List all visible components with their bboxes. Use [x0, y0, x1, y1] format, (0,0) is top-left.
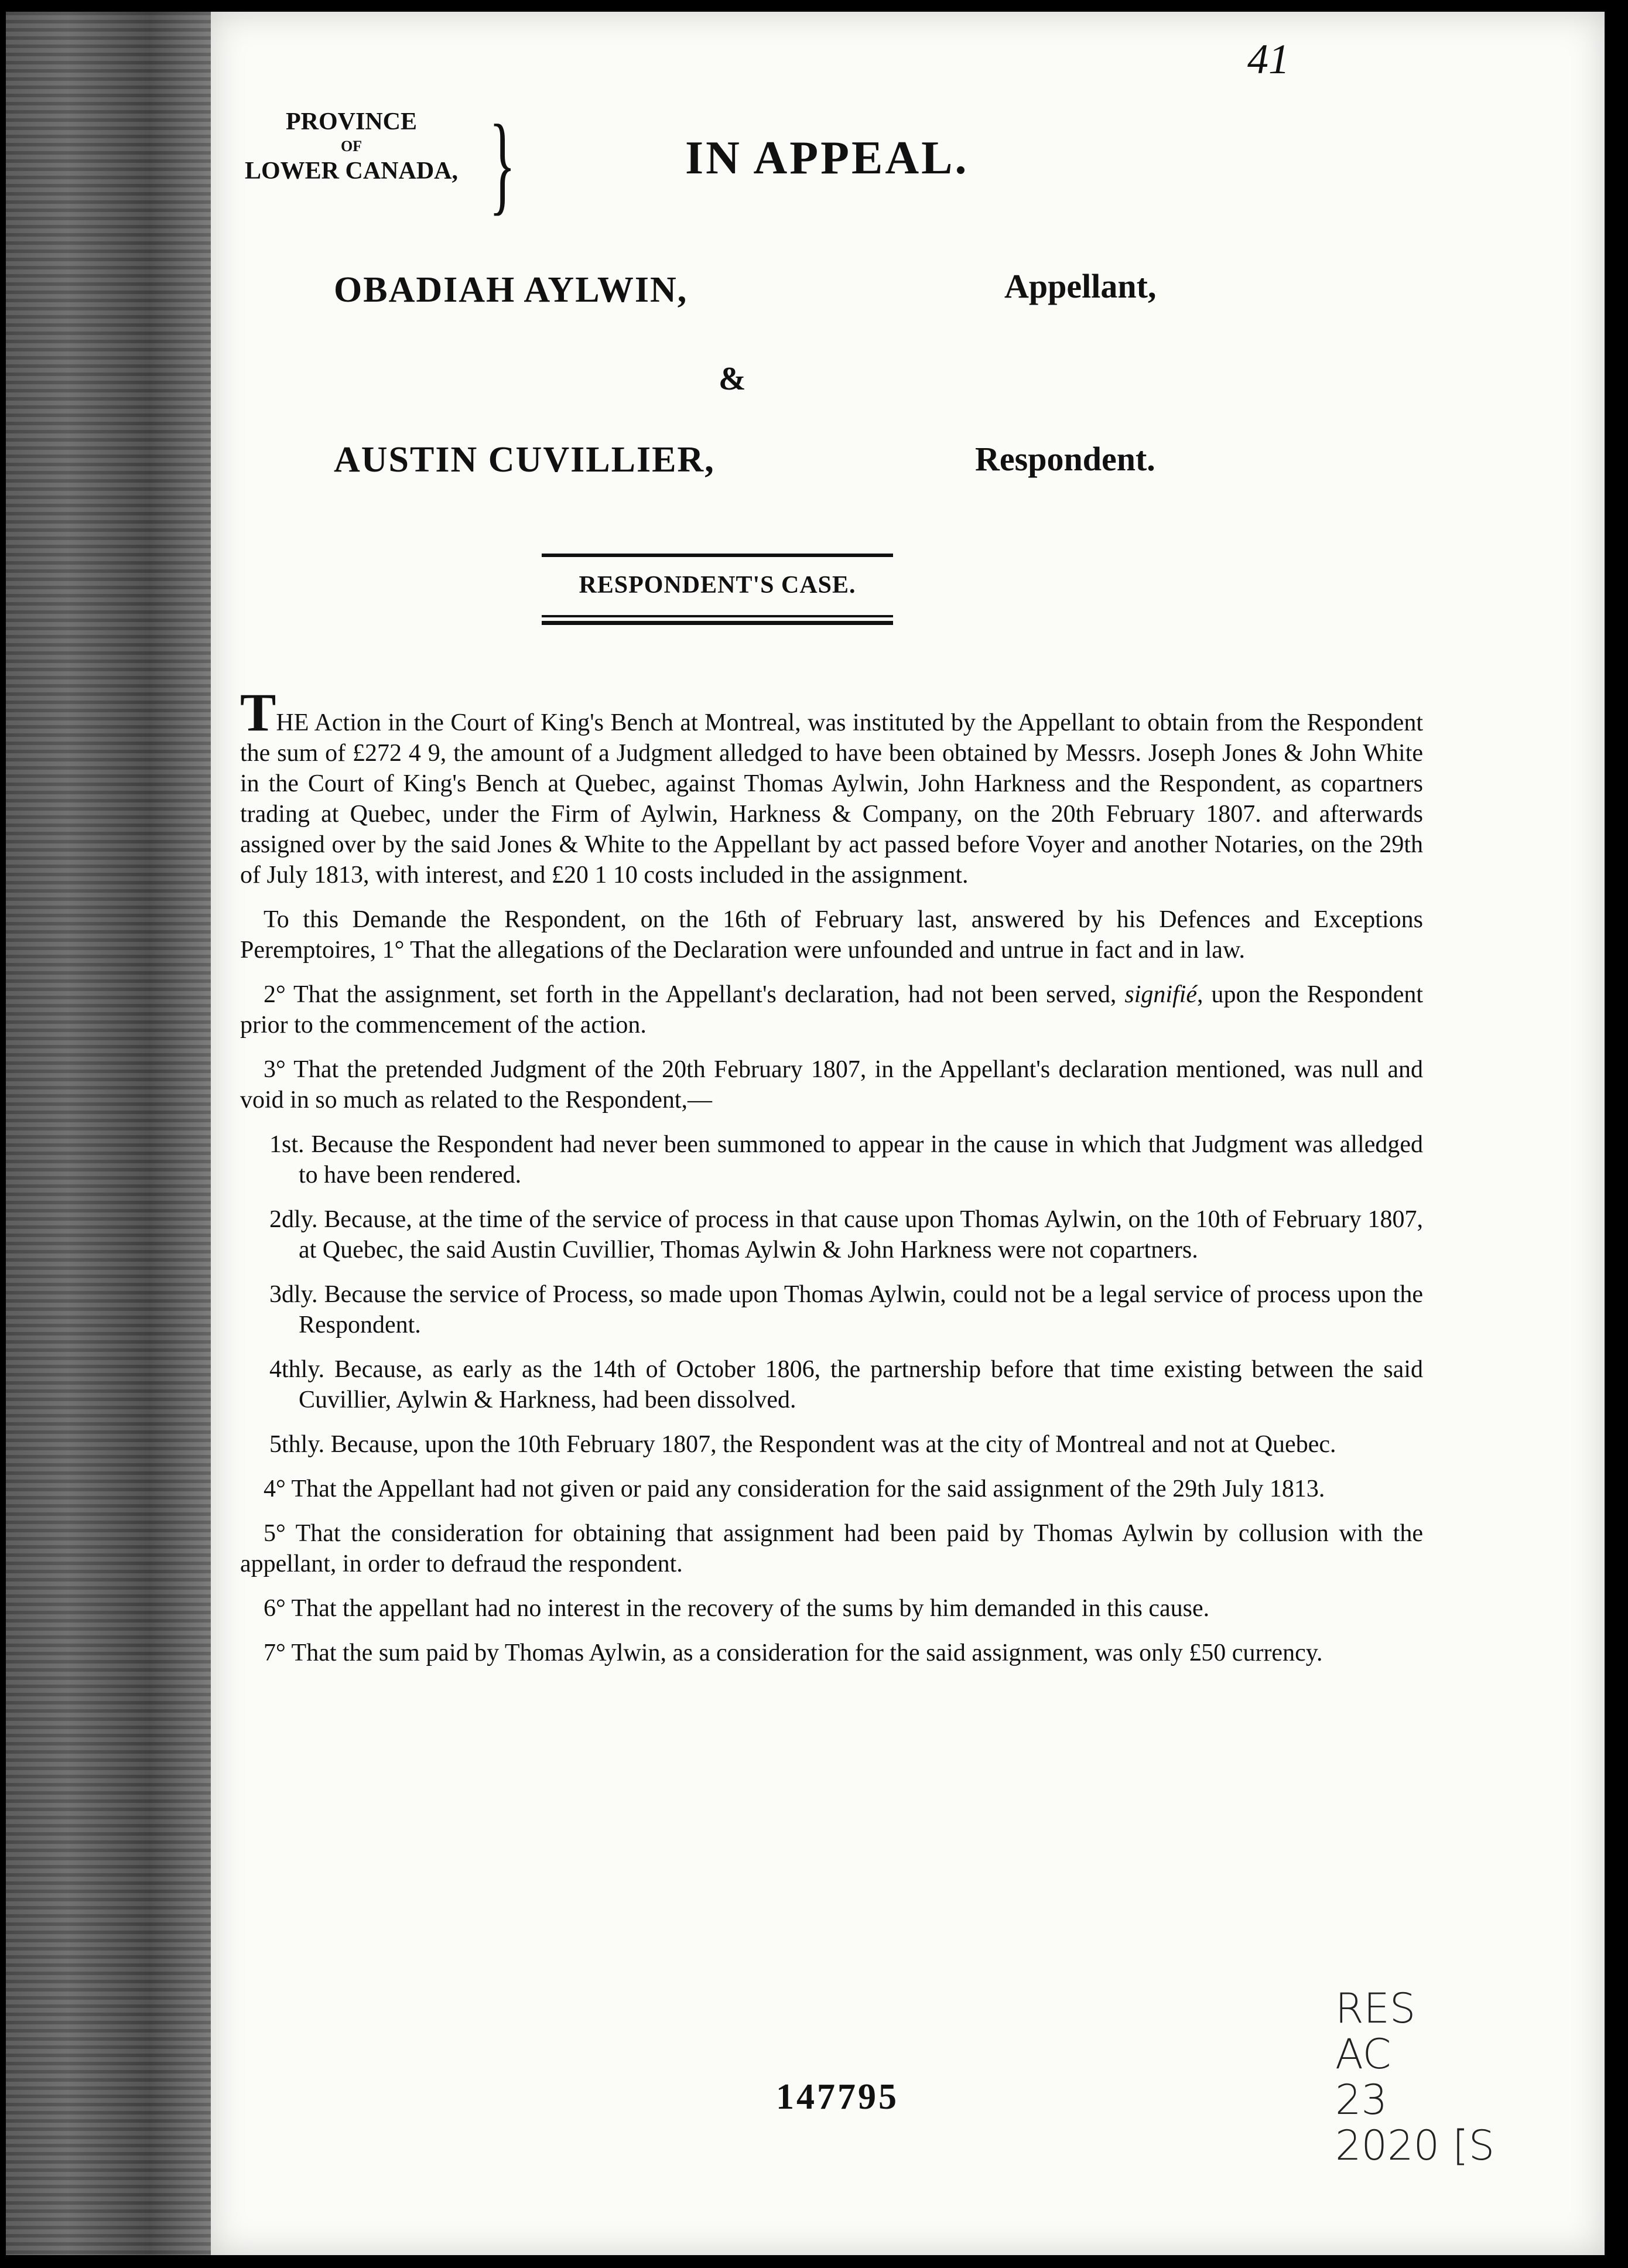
of-label: OF — [340, 138, 362, 155]
stamp-number: 147795 — [776, 2077, 899, 2117]
appellant-role: Appellant, — [1004, 267, 1157, 305]
paragraph-assignment — [240, 979, 1423, 1040]
paragraph-judgment: 3° That the pretended Judgment of the 20th February 1807, in the Appellant's declaration mentioned, was null and void in so much as related to the Respondent,— — [240, 1056, 1423, 1113]
handwritten-line: 2020 [S — [1335, 2122, 1495, 2170]
handwritten-line: 23 — [1335, 2076, 1388, 2124]
appellant-name: OBADIAH AYLWIN, — [334, 270, 688, 310]
paragraph-interest: 6° That the appellant had no interest in the recovery of the sums by him demanded in this cause. — [264, 1595, 1210, 1622]
document-body — [240, 682, 1424, 1682]
document-title: IN APPEAL. — [685, 132, 969, 184]
handwritten-line: AC — [1335, 2030, 1391, 2078]
brace-glyph: } — [489, 103, 516, 226]
reasons-list — [240, 1129, 1423, 1460]
province-heading — [223, 105, 480, 187]
paragraph-action — [240, 682, 1423, 890]
paragraph-demande: To this Demande the Respondent, on the 16th of February last, answered by his Defences and Exceptions Peremptoires, 1° That the allegations of the Declaration were unfounded and untrue in fact and in law. — [240, 906, 1423, 964]
title-rule-bottom-thin — [542, 615, 893, 617]
list-item: 1st. Because the Respondent had never been summoned to appear in the cause in which that Judgment was alledged to have been rendered. — [269, 1131, 1423, 1188]
handwritten-notes — [1335, 1986, 1511, 2168]
respondent-role: Respondent. — [975, 440, 1155, 478]
paragraph-sum-paid: 7° That the sum paid by Thomas Aylwin, as a consideration for the said assignment, was only £50 currency. — [264, 1639, 1323, 1666]
case-title: RESPONDENT'S CASE. — [579, 572, 856, 599]
paragraph-assignment-b: , upon the Respondent prior to the commencement of the action. — [240, 981, 1424, 1039]
handwritten-line: RES — [1335, 1984, 1416, 2033]
title-rule-bottom-thick — [542, 621, 893, 625]
province-label: PROVINCE — [285, 108, 417, 135]
respondent-name: AUSTIN CUVILLIER, — [334, 440, 715, 480]
paragraph-collusion: 5° That the consideration for obtaining that assignment had been paid by Thomas Aylwin by collusion with the appellant, in order to defraud the respondent. — [240, 1520, 1423, 1577]
paragraph-consideration: 4° That the Appellant had not given or paid any consideration for the said assignment of the 29th July 1813. — [264, 1475, 1325, 1502]
lower-canada-label: LOWER CANADA, — [244, 158, 458, 185]
list-item: 2dly. Because, at the time of the service of process in that cause upon Thomas Aylwin, on the 10th of February 1807, at Quebec, the said Austin Cuvillier, Thomas Aylwin & John Harkness were not copartners. — [269, 1206, 1423, 1263]
paragraph-assignment-a: 2° That the assignment, set forth in the Appellant's declaration, had not been served, — [264, 981, 1125, 1008]
parties-conjunction: & — [719, 361, 746, 397]
paragraph-assignment-italic: signifié — [1124, 981, 1198, 1008]
corner-page-mark: 41 — [1247, 36, 1290, 83]
paragraph-action-text: HE Action in the Court of King's Bench at Montreal, was instituted by the Appellant to obtain from the Respondent the sum of £272 4 9, the amount of a Judgment alledged to have been obtained by Messrs. Joseph Jones & John White in the Court of King's Bench at Quebec, against Thomas Aylwin, John Harkness and the Respondent, as copartners trading at Quebec, under the Firm of Aylwin, Harkness & Company, on the 20th February 1807. and afterwards assigned over by the said Jones & White to the Appellant by act passed before Voyer and another Notaries, on the 29th of July 1813, with interest, and £20 1 10 costs included in the assignment. — [240, 709, 1423, 889]
book-spine — [6, 12, 211, 2255]
title-rule-top — [542, 554, 893, 557]
list-item: 3dly. Because the service of Process, so made upon Thomas Aylwin, could not be a legal service of process upon the Respondent. — [269, 1281, 1423, 1338]
drop-cap: T — [240, 682, 273, 742]
list-item: 4thly. Because, as early as the 14th of October 1806, the partnership before that time existing between the said Cuvillier, Aylwin & Harkness, had been dissolved. — [269, 1356, 1423, 1413]
list-item: 5thly. Because, upon the 10th February 1807, the Respondent was at the city of Montreal and not at Quebec. — [269, 1431, 1336, 1458]
